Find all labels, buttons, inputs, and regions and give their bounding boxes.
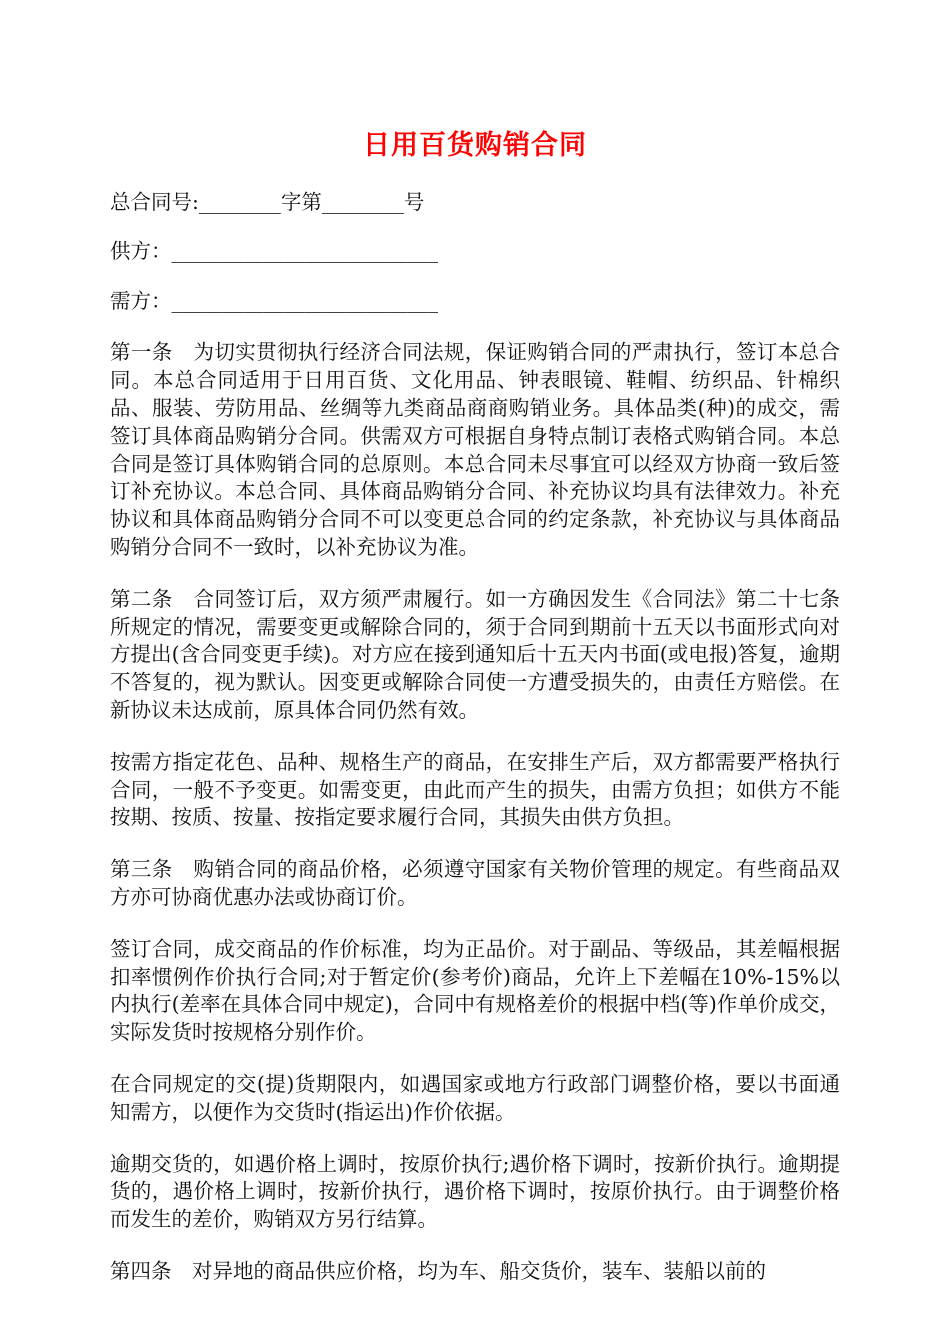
custom-order-paragraph: 按需方指定花色、品种、规格生产的商品，在安排生产后，双方都需要严格执行合同，一般不予变更。如需变更，由此而产生的损失，由需方负担；如供方不能按期、按质、按量、按指定要求履行合同，其损失由供方负担。	[110, 749, 840, 830]
contract-number-line: 总合同号:________字第________号	[110, 190, 425, 214]
article-3-paragraph: 第三条 购销合同的商品价格，必须遵守国家有关物价管理的规定。有些商品双方亦可协商优惠办法或协商订价。	[110, 857, 840, 909]
buyer-line: 需方：__________________________	[110, 288, 438, 313]
article-1-paragraph: 第一条 为切实贯彻执行经济合同法规，保证购销合同的严肃执行，签订本总合同。本总合同适用于日用百货、文化用品、钟表眼镜、鞋帽、纺织品、针棉织品、服装、劳防用品、丝绸等九类商品商商购销业务。具体品类(种)的成交，需签订具体商品购销分合同。供需双方可根据自身特点制订表格式购销合同。本总合同是签订具体购销合同的总原则。本总合同未尽事宜可以经双方协商一致后签订补充协议。本总合同、具体商品购销分合同、补充协议均具有法律效力。补充协议和具体商品购销分合同不可以变更总合同的约定条款，补充协议与具体商品购销分合同不一致时，以补充协议为准。	[110, 340, 840, 559]
supplier-line: 供方：__________________________	[110, 238, 438, 263]
document-title: 日用百货购销合同	[363, 130, 587, 161]
overdue-delivery-paragraph: 逾期交货的，如遇价格上调时，按原价执行;遇价格下调时，按新价执行。逾期提货的，遇价格上调时，按新价执行，遇价格下调时，按原价执行。由于调整价格而发生的差价，购销双方另行结算。	[110, 1151, 840, 1232]
article-4-paragraph: 第四条 对异地的商品供应价格，均为车、船交货价，装车、装船以前的	[110, 1258, 766, 1283]
document-body	[110, 189, 840, 1286]
pricing-standard-paragraph: 签订合同，成交商品的作价标准，均为正品价。对于副品、等级品，其差幅根据扣率惯例作价执行合同;对于暂定价(参考价)商品，允许上下差幅在10%-15%以内执行(差率在具体合同中规定)，合同中有规格差价的根据中档(等)作单价成交，实际发货时按规格分别作价。	[110, 936, 840, 1045]
article-2-paragraph: 第二条 合同签订后，双方须严肃履行。如一方确因发生《合同法》第二十七条所规定的情况，需要变更或解除合同的，须于合同到期前十五天以书面形式向对方提出(含合同变更手续)。对方应在接到通知后十五天内书面(或电报)答复，逾期不答复的，视为默认。因变更或解除合同使一方遭受损失的，由责任方赔偿。在新协议未达成前，原具体合同仍然有效。	[110, 586, 840, 722]
price-adjustment-paragraph: 在合同规定的交(提)货期限内，如遇国家或地方行政部门调整价格，要以书面通知需方，以便作为交货时(指运出)作价依据。	[110, 1071, 840, 1124]
